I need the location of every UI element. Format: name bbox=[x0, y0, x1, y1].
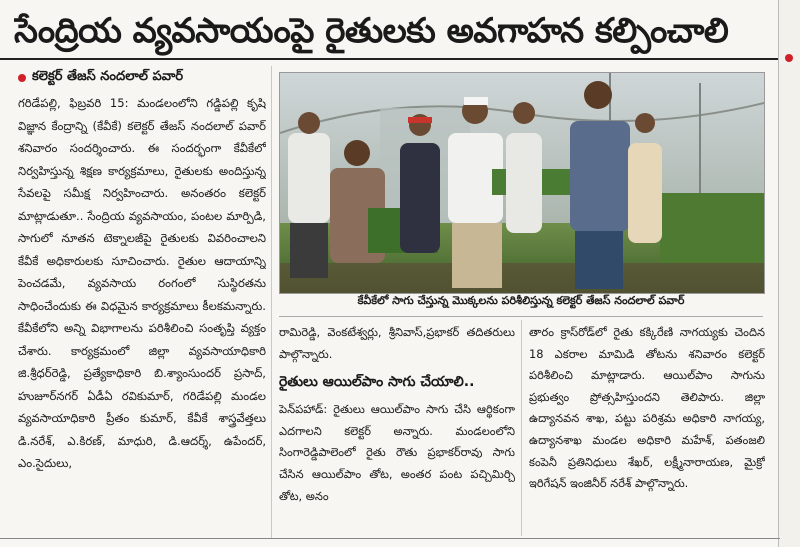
adjacent-article-edge bbox=[778, 0, 800, 547]
bottom-rule bbox=[0, 538, 780, 539]
column-2-body: పెన్‌పహాడ్: రైతులు ఆయిల్‌పాం సాగు చేసి ఆర్థికంగా ఎదగాలని కలెక్టర్ అన్నారు. మండలంలోని సింగారెడ్డిపాలెంలో రైతు రౌతు ప్రభాకర్‌రావు సాగు చేసిన ఆయిల్‌పాం తోట, అంతర పంట పచ్చిమిర్చి తోట, అనం bbox=[279, 402, 515, 503]
photo-caption: కేవీకేలో సాగు చేస్తున్న మొక్కలను పరిశీలిస్తున్న కలెక్టర్ తేజస్ నందలాల్ పవార్ bbox=[357, 294, 685, 307]
bullet-icon bbox=[785, 54, 793, 62]
column-divider bbox=[271, 66, 272, 538]
column-2-continuation: రామిరెడ్డి, వెంకటేశ్వర్లు, శ్రీనివాస్,ప్రభాకర్ తదితరులు పాల్గొన్నారు. bbox=[279, 325, 515, 361]
article-column-1 bbox=[18, 92, 266, 532]
article-column-3 bbox=[529, 322, 765, 536]
bullet-icon bbox=[18, 74, 26, 82]
caption-rule bbox=[279, 316, 763, 317]
column-3-text: తారం క్రాస్‌రోడ్‌లో రైతు కక్కిరేణి నాగయ్యకు చెందిన 18 ఎకరాల మామిడి తోటను శనివారం కలెక్టర్ పరిశీలించి మాట్లాడారు. ఆయిల్‌పాం సాగును ప్రభుత్వం ప్రోత్సహిస్తుందని తెలిపారు. జిల్లా ఉద్యానవన శాఖ, పట్టు పరిశ్రమ అధికారి నాగయ్య, ఉద్యానశాఖ మండల అధికారి మహేశ్, పతంజలి కంపెనీ ప్రతినిధులు శేఖర్, లక్ష్మీనారాయణ, మైక్రో ఇరిగేషన్ ఇంజినీర్ నరేశ్ పాల్గొన్నారు. bbox=[529, 325, 765, 491]
subheadline: రైతులు ఆయిల్‌పాం సాగు చేయాలి.. bbox=[279, 374, 475, 391]
byline-text: కలెక్టర్ తేజస్ నందలాల్ పవార్ bbox=[32, 69, 184, 84]
byline bbox=[18, 68, 183, 88]
column-1-text: గరిడేపల్లి, ఫిబ్రవరి 15: మండలంలోని గడ్డిపల్లి కృషి విజ్ఞాన కేంద్రాన్ని (కేవీకే) కలెక్టర్ తేజస్ నందలాల్ పవార్ శనివారం సందర్శించారు. ఈ సందర్భంగా కేవీకేలో నిర్వహిస్తున్న శిక్షణ కార్యక్రమాలు, రైతులకు అందిస్తున్న సేవలపై సమీక్ష నిర్వహించారు. అనంతరం కలెక్టర్ మాట్లాడుతూ.. సేంద్రియ వ్యవసాయం, పంటల మార్పిడి, సాగులో నూతన టెక్నాలజీపై రైతులకు వివరించాలని కేవీకే అధికారులకు సూచించారు. రైతుల ఆదాయాన్ని పెంచడమే, వ్యవసాయ రంగంలో సుస్థిరతను సాధించేందుకు ఈ విధమైన కార్యక్రమాలు కీలకమన్నారు. కేవీకేలోని అన్ని విభాగాలను పరిశీలించి సంతృప్తి వ్యక్తం చేశారు. కార్యక్రమంలో జిల్లా వ్యవసాయాధికారి జి.శ్రీధర్‌రెడ్డి, ప్రత్యేకాధికారి బి.శ్యాంసుందర్ ప్రసాద్, హుజూర్‌నగర్ ఏడీఏ రవికుమార్, గరిడేపల్లి మండల వ్యవసాయాధికారి ప్రీతం కుమార్, కేవీకే శాస్త్రవేత్తలు డి.నరేశ్, ఎ.కిరణ్, మాధురి, డి.ఆదర్శ్, ఉపేందర్, ఎం.సైదులు, bbox=[18, 96, 266, 470]
news-photo bbox=[279, 72, 765, 294]
column-divider bbox=[521, 320, 522, 536]
headline-rule bbox=[0, 58, 800, 60]
headline: సేంద్రియ వ్యవసాయంపై రైతులకు అవగాహన కల్పించాలి bbox=[14, 11, 729, 51]
article-column-2 bbox=[279, 322, 515, 536]
